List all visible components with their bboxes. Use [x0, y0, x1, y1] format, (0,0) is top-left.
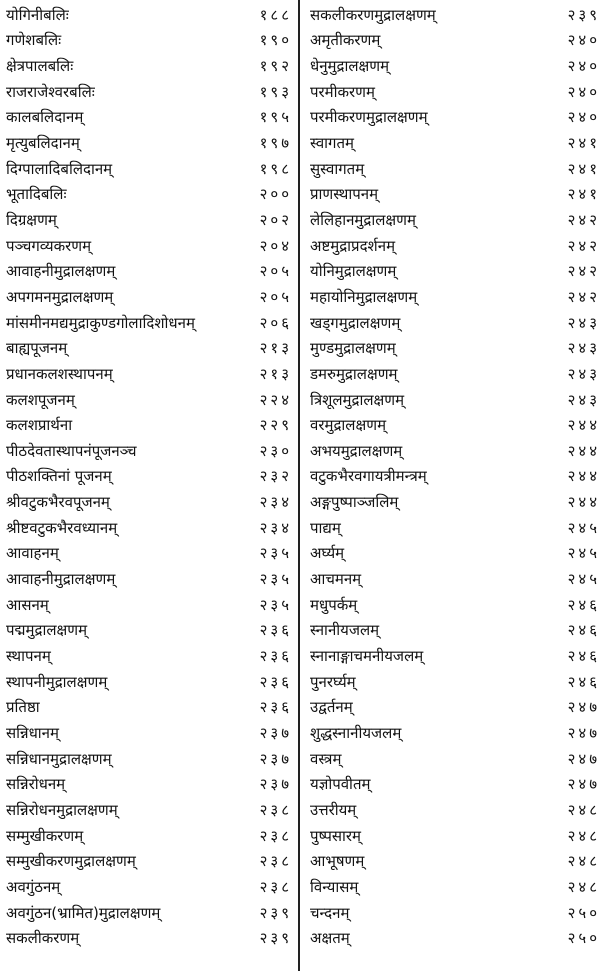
toc-entry	[310, 489, 600, 515]
toc-entry-page-number: २४८	[567, 852, 600, 871]
toc-entry-title: लेलिहानमुद्रालक्षणम्	[310, 210, 416, 229]
column-divider	[298, 0, 300, 971]
toc-entry-title: दिग्रक्षणम्	[6, 210, 57, 229]
toc-entry-title: भूतादिबलिः	[6, 185, 67, 204]
toc-entry-page-number: १८८	[259, 5, 292, 24]
toc-entry-page-number: २०२	[259, 210, 292, 229]
toc-entry-page-number: २४८	[567, 800, 600, 819]
toc-entry-title: श्रीवटुकभैरवपूजनम्	[6, 493, 110, 512]
toc-entry-page-number: २४३	[567, 339, 600, 358]
toc-entry-title: स्वागतम्	[310, 134, 355, 153]
toc-entry-title: विन्यासम्	[310, 877, 359, 896]
toc-entry-title: मांसमीनमद्यमुद्राकुण्डगोलादिशोधनम्	[6, 313, 195, 332]
toc-entry-title: बाह्यपूजनम्	[6, 339, 68, 358]
toc-entry	[310, 464, 600, 490]
toc-entry	[6, 464, 292, 490]
toc-entry-title: स्नानाङ्गाचमनीयजलम्	[310, 647, 424, 666]
toc-entry-page-number: २३५	[259, 544, 292, 563]
toc-entry-title: पीठशक्तिनां पूजनम्	[6, 467, 112, 486]
toc-entry	[6, 259, 292, 285]
toc-entry	[6, 387, 292, 413]
toc-entry-page-number: २४१	[567, 159, 600, 178]
toc-entry-title: अवगुंठन(भ्रामित)मुद्रालक्षणम्	[6, 903, 161, 922]
toc-entry-page-number: २५०	[567, 903, 600, 922]
toc-entry-title: मधुपर्कम्	[310, 595, 358, 614]
toc-entry	[310, 772, 600, 798]
toc-entry-page-number: २४३	[567, 364, 600, 383]
toc-entry-title: योनिमुद्रालक्षणम्	[310, 262, 397, 281]
toc-entry	[310, 310, 600, 336]
toc-entry-page-number: २४८	[567, 826, 600, 845]
toc-entry	[6, 618, 292, 644]
toc-entry-page-number: २४८	[567, 877, 600, 896]
toc-entry	[6, 156, 292, 182]
toc-entry-page-number: २४०	[567, 57, 600, 76]
toc-entry-title: पीठदेवतास्थापनंपूजनञ्च	[6, 441, 137, 460]
toc-entry	[6, 566, 292, 592]
toc-entry	[310, 515, 600, 541]
toc-entry-title: वरमुद्रालक्षणम्	[310, 416, 387, 435]
toc-entry-page-number: २४३	[567, 390, 600, 409]
toc-entry-title: शुद्धस्नानीयजलम्	[310, 723, 402, 742]
toc-entry-page-number: २३९	[259, 929, 292, 948]
toc-entry	[6, 925, 292, 951]
toc-entry-title: पाद्यम्	[310, 518, 341, 537]
toc-entry	[6, 489, 292, 515]
toc-entry	[310, 900, 600, 926]
toc-entry	[310, 207, 600, 233]
toc-entry	[6, 2, 292, 28]
toc-entry-page-number: २२९	[259, 416, 292, 435]
toc-entry-title: आवाहनीमुद्रालक्षणम्	[6, 262, 116, 281]
toc-entry	[6, 361, 292, 387]
toc-entry	[6, 310, 292, 336]
toc-entry	[310, 720, 600, 746]
toc-entry-title: अपगमनमुद्रालक्षणम्	[6, 287, 114, 306]
toc-entry-page-number: २३०	[259, 441, 292, 460]
toc-entry	[6, 284, 292, 310]
toc-entry-title: सन्निधानमुद्रालक्षणम्	[6, 749, 112, 768]
toc-entry-page-number: २३६	[259, 621, 292, 640]
toc-entry-page-number: २४१	[567, 134, 600, 153]
toc-entry-page-number: २४२	[567, 236, 600, 255]
toc-entry-page-number: २३६	[259, 672, 292, 691]
toc-entry-page-number: २१३	[259, 339, 292, 358]
toc-entry	[6, 28, 292, 54]
toc-entry-page-number: २४६	[567, 647, 600, 666]
toc-entry	[6, 772, 292, 798]
toc-entry-page-number: २४२	[567, 287, 600, 306]
toc-entry	[6, 848, 292, 874]
toc-entry-page-number: २००	[259, 185, 292, 204]
toc-entry-page-number: २४७	[567, 749, 600, 768]
toc-entry-title: अभयमुद्रालक्षणम्	[310, 441, 403, 460]
toc-entry-page-number: २५०	[567, 929, 600, 948]
toc-entry-title: परमीकरणमुद्रालक्षणम्	[310, 108, 428, 127]
toc-entry-page-number: २३५	[259, 570, 292, 589]
toc-entry-title: सन्निरोधनम्	[6, 775, 66, 794]
toc-entry	[6, 105, 292, 131]
toc-entry	[310, 592, 600, 618]
toc-entry-page-number: २४२	[567, 262, 600, 281]
toc-entry	[6, 182, 292, 208]
toc-entry-title: मृत्युबलिदानम्	[6, 134, 80, 153]
toc-entry	[310, 182, 600, 208]
toc-entry	[310, 643, 600, 669]
toc-entry	[310, 669, 600, 695]
toc-entry	[6, 233, 292, 259]
toc-entry-title: सुस्वागतम्	[310, 159, 365, 178]
toc-entry-title: राजराजेश्वरबलिः	[6, 82, 95, 101]
toc-entry-title: आवाहनीमुद्रालक्षणम्	[6, 570, 116, 589]
toc-entry-page-number: २४४	[567, 467, 600, 486]
toc-entry-title: दिग्पालादिबलिदानम्	[6, 159, 113, 178]
toc-entry-title: परमीकरणम्	[310, 82, 375, 101]
toc-entry	[310, 361, 600, 387]
toc-entry-title: पुष्पसारम्	[310, 826, 362, 845]
toc-entry-title: धेनुमुद्रालक्षणम्	[310, 57, 390, 76]
toc-entry-title: अष्टमुद्राप्रदर्शनम्	[310, 236, 396, 255]
toc-entry-page-number: २३९	[567, 5, 600, 24]
toc-entry-title: खड्गमुद्रालक्षणम्	[310, 313, 401, 332]
toc-entry-page-number: २४७	[567, 698, 600, 717]
toc-entry	[310, 335, 600, 361]
toc-entry	[6, 541, 292, 567]
toc-entry	[310, 259, 600, 285]
toc-entry-page-number: २४२	[567, 210, 600, 229]
toc-entry-page-number: २३८	[259, 800, 292, 819]
toc-entry-title: योगिनीबलिः	[6, 5, 69, 24]
toc-entry-title: महायोनिमुद्रालक्षणम्	[310, 287, 418, 306]
toc-entry	[6, 874, 292, 900]
toc-entry	[310, 412, 600, 438]
toc-entry	[310, 823, 600, 849]
toc-entry-title: स्थापनीमुद्रालक्षणम्	[6, 672, 108, 691]
toc-entry-page-number: २४१	[567, 185, 600, 204]
toc-entry-page-number: २४४	[567, 493, 600, 512]
toc-entry	[6, 207, 292, 233]
toc-entry-title: आभूषणम्	[310, 852, 365, 871]
toc-entry-title: आचमनम्	[310, 570, 362, 589]
toc-entry-page-number: २१३	[259, 364, 292, 383]
toc-entry-title: त्रिशूलमुद्रालक्षणम्	[310, 390, 405, 409]
toc-entry-page-number: २४५	[567, 544, 600, 563]
toc-entry-title: मुण्डमुद्रालक्षणम्	[310, 339, 396, 358]
toc-entry-title: आवाहनम्	[6, 544, 59, 563]
toc-entry-title: प्रतिष्ठा	[6, 698, 40, 717]
toc-entry-page-number: १९३	[259, 82, 292, 101]
toc-entry-page-number: २४६	[567, 621, 600, 640]
toc-entry-page-number: २३९	[259, 903, 292, 922]
toc-entry	[310, 925, 600, 951]
toc-entry-title: स्थापनम्	[6, 647, 51, 666]
toc-entry-page-number: २४३	[567, 313, 600, 332]
toc-entry	[310, 387, 600, 413]
toc-entry	[310, 284, 600, 310]
toc-entry	[310, 53, 600, 79]
toc-entry	[310, 130, 600, 156]
toc-entry-title: वस्त्रम्	[310, 749, 342, 768]
toc-entry	[6, 900, 292, 926]
toc-entry-title: प्राणस्थापनम्	[310, 185, 379, 204]
toc-entry-title: पुनरर्घ्यम्	[310, 672, 356, 691]
toc-entry-page-number: २३८	[259, 852, 292, 871]
toc-entry-page-number: २४०	[567, 108, 600, 127]
toc-entry-page-number: २४६	[567, 672, 600, 691]
toc-entry-title: अङ्गपुष्पाञ्जलिम्	[310, 493, 399, 512]
toc-entry	[6, 695, 292, 721]
toc-entry	[6, 53, 292, 79]
toc-entry	[6, 592, 292, 618]
toc-entry-page-number: २३७	[259, 749, 292, 768]
toc-left-column	[0, 0, 296, 971]
toc-entry-title: सकलीकरणम्	[6, 929, 80, 948]
toc-entry-title: अक्षतम्	[310, 929, 350, 948]
toc-entry-title: वटुकभैरवगायत्रीमन्त्रम्	[310, 467, 427, 486]
toc-entry-page-number: २४५	[567, 570, 600, 589]
toc-entry-page-number: २२४	[259, 390, 292, 409]
toc-entry	[6, 643, 292, 669]
toc-entry-page-number: २३८	[259, 877, 292, 896]
toc-entry-page-number: १९०	[259, 31, 292, 50]
toc-entry	[310, 797, 600, 823]
toc-entry-title: सन्निरोधनमुद्रालक्षणम्	[6, 800, 118, 819]
toc-entry-page-number: २३७	[259, 723, 292, 742]
toc-entry	[6, 669, 292, 695]
toc-entry-title: यज्ञोपवीतम्	[310, 775, 371, 794]
toc-entry	[6, 746, 292, 772]
toc-entry	[6, 823, 292, 849]
toc-entry	[310, 28, 600, 54]
toc-entry	[310, 695, 600, 721]
toc-entry	[310, 541, 600, 567]
toc-entry	[310, 2, 600, 28]
toc-entry-page-number: २४०	[567, 31, 600, 50]
toc-entry-page-number: २४७	[567, 723, 600, 742]
toc-entry	[310, 618, 600, 644]
toc-entry	[6, 335, 292, 361]
toc-entry	[6, 130, 292, 156]
toc-entry-title: श्रीष्टवटुकभैरवध्यानम्	[6, 518, 118, 537]
toc-entry-page-number: २३६	[259, 698, 292, 717]
toc-entry	[310, 566, 600, 592]
toc-entry-title: चन्दनम्	[310, 903, 350, 922]
toc-entry-title: उत्तरीयम्	[310, 800, 357, 819]
toc-entry-page-number: २०४	[259, 236, 292, 255]
toc-entry-title: डमरुमुद्रालक्षणम्	[310, 364, 398, 383]
toc-entry-title: सकलीकरणमुद्रालक्षणम्	[310, 5, 436, 24]
toc-entry	[310, 156, 600, 182]
toc-entry-page-number: २३८	[259, 826, 292, 845]
toc-entry-page-number: १९५	[259, 108, 292, 127]
toc-entry-title: कलशप्रार्थना	[6, 416, 73, 435]
toc-entry-page-number: २४०	[567, 82, 600, 101]
toc-entry	[6, 720, 292, 746]
toc-entry-page-number: २३७	[259, 775, 292, 794]
toc-entry-title: स्नानीयजलम्	[310, 621, 380, 640]
toc-entry-title: सम्मुखीकरणम्	[6, 826, 84, 845]
toc-entry-page-number: १९८	[259, 159, 292, 178]
toc-entry	[6, 515, 292, 541]
toc-entry-page-number: २४५	[567, 518, 600, 537]
toc-entry-title: अर्घ्यम्	[310, 544, 345, 563]
toc-entry-page-number: २३६	[259, 647, 292, 666]
toc-entry-page-number: २३५	[259, 595, 292, 614]
toc-entry-page-number: २०६	[259, 313, 292, 332]
toc-entry	[310, 105, 600, 131]
toc-entry-page-number: २३२	[259, 467, 292, 486]
toc-entry	[310, 746, 600, 772]
toc-entry-page-number: २३४	[259, 493, 292, 512]
toc-entry-title: सन्निधानम्	[6, 723, 59, 742]
toc-entry-page-number: २४४	[567, 441, 600, 460]
toc-entry-page-number: २४६	[567, 595, 600, 614]
toc-entry-title: पद्ममुद्रालक्षणम्	[6, 621, 88, 640]
toc-entry-title: अवगुंठनम्	[6, 877, 61, 896]
toc-entry-title: प्रधानकलशस्थापनम्	[6, 364, 113, 383]
toc-entry-page-number: २३४	[259, 518, 292, 537]
toc-entry	[6, 412, 292, 438]
toc-entry	[310, 438, 600, 464]
toc-entry	[310, 874, 600, 900]
toc-entry-page-number: २४७	[567, 775, 600, 794]
toc-entry-page-number: २४४	[567, 416, 600, 435]
toc-entry	[6, 79, 292, 105]
toc-entry	[310, 233, 600, 259]
toc-right-column	[304, 0, 600, 971]
toc-entry	[6, 797, 292, 823]
toc-entry-title: कलशपूजनम्	[6, 390, 75, 409]
toc-entry-page-number: १९७	[259, 134, 292, 153]
toc-entry-title: पञ्चगव्यकरणम्	[6, 236, 92, 255]
toc-entry	[310, 79, 600, 105]
toc-entry	[310, 848, 600, 874]
toc-entry-title: गणेशबलिः	[6, 31, 62, 50]
toc-entry-title: सम्मुखीकरणमुद्रालक्षणम्	[6, 852, 136, 871]
toc-entry-title: आसनम्	[6, 595, 49, 614]
toc-entry-title: अमृतीकरणम्	[310, 31, 381, 50]
toc-entry-page-number: २०५	[259, 287, 292, 306]
toc-entry-title: क्षेत्रपालबलिः	[6, 57, 74, 76]
toc-entry-page-number: २०५	[259, 262, 292, 281]
toc-entry-page-number: १९२	[259, 57, 292, 76]
toc-entry-title: उद्वर्तनम्	[310, 698, 353, 717]
toc-entry-title: कालबलिदानम्	[6, 108, 84, 127]
toc-entry	[6, 438, 292, 464]
